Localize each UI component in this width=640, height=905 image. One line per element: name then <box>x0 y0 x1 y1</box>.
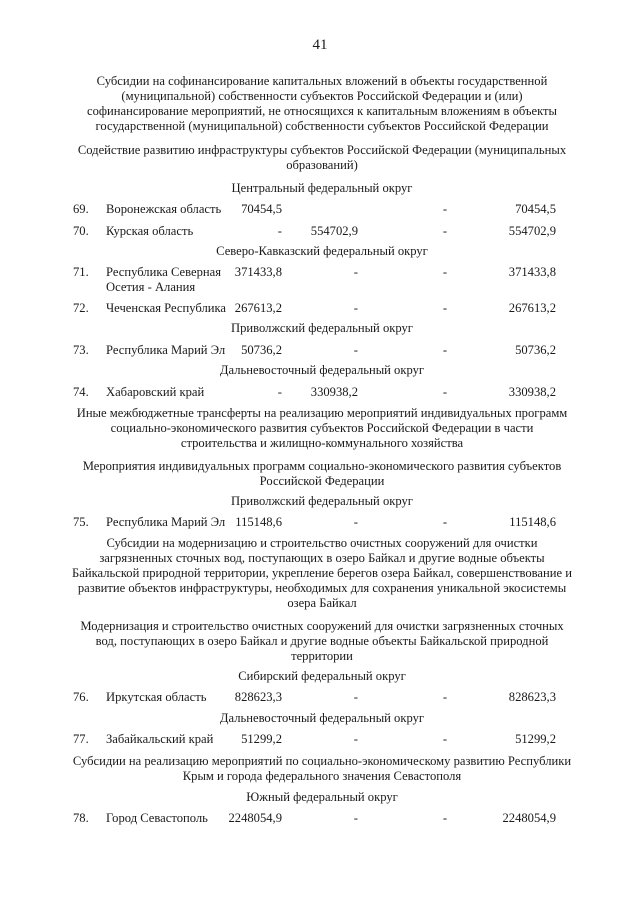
district-heading: Центральный федеральный округ <box>231 181 413 195</box>
section-subheading: Содействие развитию инфраструктуры субъектов Российской Федерации (муниципальных образований) <box>77 143 567 172</box>
value-total: 50736,2 <box>515 343 556 357</box>
section-subheading: Модернизация и строительство очистных сооружений для очистки загрязненных сточных вод, поступающих в озеро Байкал и другие водные объекты Байкальской природной территории <box>80 619 564 663</box>
section-subheading: Мероприятия индивидуальных программ социально-экономического развития субъектов Российской Федерации <box>82 459 562 488</box>
value-col-2: 554702,9 <box>310 224 358 238</box>
value-col-1: 70454,5 <box>241 202 282 216</box>
value-total: 330938,2 <box>508 385 556 399</box>
value-col-2: - <box>353 811 358 825</box>
value-col-2: - <box>353 343 358 357</box>
value-col-1: 51299,2 <box>241 732 282 746</box>
region-name: Иркутская область <box>106 690 207 704</box>
section-heading: Субсидии на реализацию мероприятий по социально-экономическому развитию Республики Крым и города федерального значения Севастополя <box>72 754 572 783</box>
value-col-2: 330938,2 <box>310 385 358 399</box>
value-col-3: - <box>442 265 448 279</box>
value-col-3: - <box>442 385 448 399</box>
district-heading: Приволжский федеральный округ <box>231 321 413 335</box>
region-name: Чеченская Республика <box>106 301 227 315</box>
value-col-1: - <box>277 385 282 399</box>
value-total: 115148,6 <box>509 515 556 529</box>
value-total: 267613,2 <box>508 301 556 315</box>
row-number: 75. <box>73 515 89 529</box>
section-heading: Субсидии на софинансирование капитальных вложений в объекты государственной (муниципальной) собственности субъектов Российской Федерации и (или) софинансирование мероприятий, не относящихся к капитальным вложениям в объекты государственной (муниципальной) собственности субъектов Российской Федерации <box>87 74 557 133</box>
value-col-3: - <box>442 690 448 704</box>
value-col-1: 50736,2 <box>241 343 282 357</box>
section-heading: Субсидии на модернизацию и строительство очистных сооружений для очистки загрязненных сточных вод, поступающих в озеро Байкал и другие водные объекты Байкальской природной территории, укрепление берегов озера Байкал, совершенствование и развитие объектов инфраструктуры, необходимых для сохранения уникальной экосистемы озера Байкал <box>72 536 572 610</box>
value-col-3: - <box>442 811 448 825</box>
district-heading: Дальневосточный федеральный округ <box>219 711 425 725</box>
value-total: 2248054,9 <box>502 811 556 825</box>
value-col-1: 2248054,9 <box>228 811 282 825</box>
value-col-3: - <box>442 732 448 746</box>
value-total: 51299,2 <box>515 732 556 746</box>
page-number: 41 <box>312 37 328 53</box>
value-col-1: 828623,3 <box>234 690 282 704</box>
value-col-1: - <box>277 224 282 238</box>
district-heading: Южный федеральный округ <box>246 790 398 804</box>
value-col-2: - <box>353 265 358 279</box>
value-col-2: - <box>353 732 358 746</box>
region-name: Курская область <box>106 224 194 238</box>
row-number: 74. <box>73 385 89 399</box>
region-name: Республика Северная Осетия - Алания <box>106 265 222 294</box>
region-name: Республика Марий Эл <box>106 343 226 357</box>
row-number: 73. <box>73 343 89 357</box>
row-number: 77. <box>73 732 89 746</box>
value-col-1: 115148,6 <box>235 515 282 529</box>
region-name: Хабаровский край <box>106 385 205 399</box>
value-col-2: - <box>353 301 358 315</box>
value-total: 554702,9 <box>508 224 556 238</box>
section-heading: Иные межбюджетные трансферты на реализацию мероприятий индивидуальных программ социально-экономического развития субъектов Российской Федерации в части строительства и жилищно-коммунального хозяйства <box>76 406 568 450</box>
value-total: 371433,8 <box>508 265 556 279</box>
value-col-1: 371433,8 <box>234 265 282 279</box>
district-heading: Северо-Кавказский федеральный округ <box>216 244 428 258</box>
row-number: 69. <box>73 202 89 216</box>
row-number: 71. <box>73 265 89 279</box>
region-name: Забайкальский край <box>106 732 214 746</box>
value-col-1: 267613,2 <box>234 301 282 315</box>
row-number: 78. <box>73 811 89 825</box>
value-col-3: - <box>442 202 448 216</box>
district-heading: Сибирский федеральный округ <box>238 669 406 683</box>
value-total: 828623,3 <box>508 690 556 704</box>
value-col-2: - <box>353 690 358 704</box>
value-col-3: - <box>442 343 448 357</box>
region-name: Республика Марий Эл <box>106 515 226 529</box>
district-heading: Приволжский федеральный округ <box>231 494 413 508</box>
region-name: Город Севастополь <box>106 811 208 825</box>
value-col-2: - <box>353 515 358 529</box>
value-col-3: - <box>442 515 448 529</box>
row-number: 72. <box>73 301 89 315</box>
row-number: 76. <box>73 690 89 704</box>
region-name: Воронежская область <box>106 202 222 216</box>
value-total: 70454,5 <box>515 202 556 216</box>
value-col-3: - <box>442 224 448 238</box>
value-col-3: - <box>442 301 448 315</box>
row-number: 70. <box>73 224 89 238</box>
district-heading: Дальневосточный федеральный округ <box>219 363 425 377</box>
